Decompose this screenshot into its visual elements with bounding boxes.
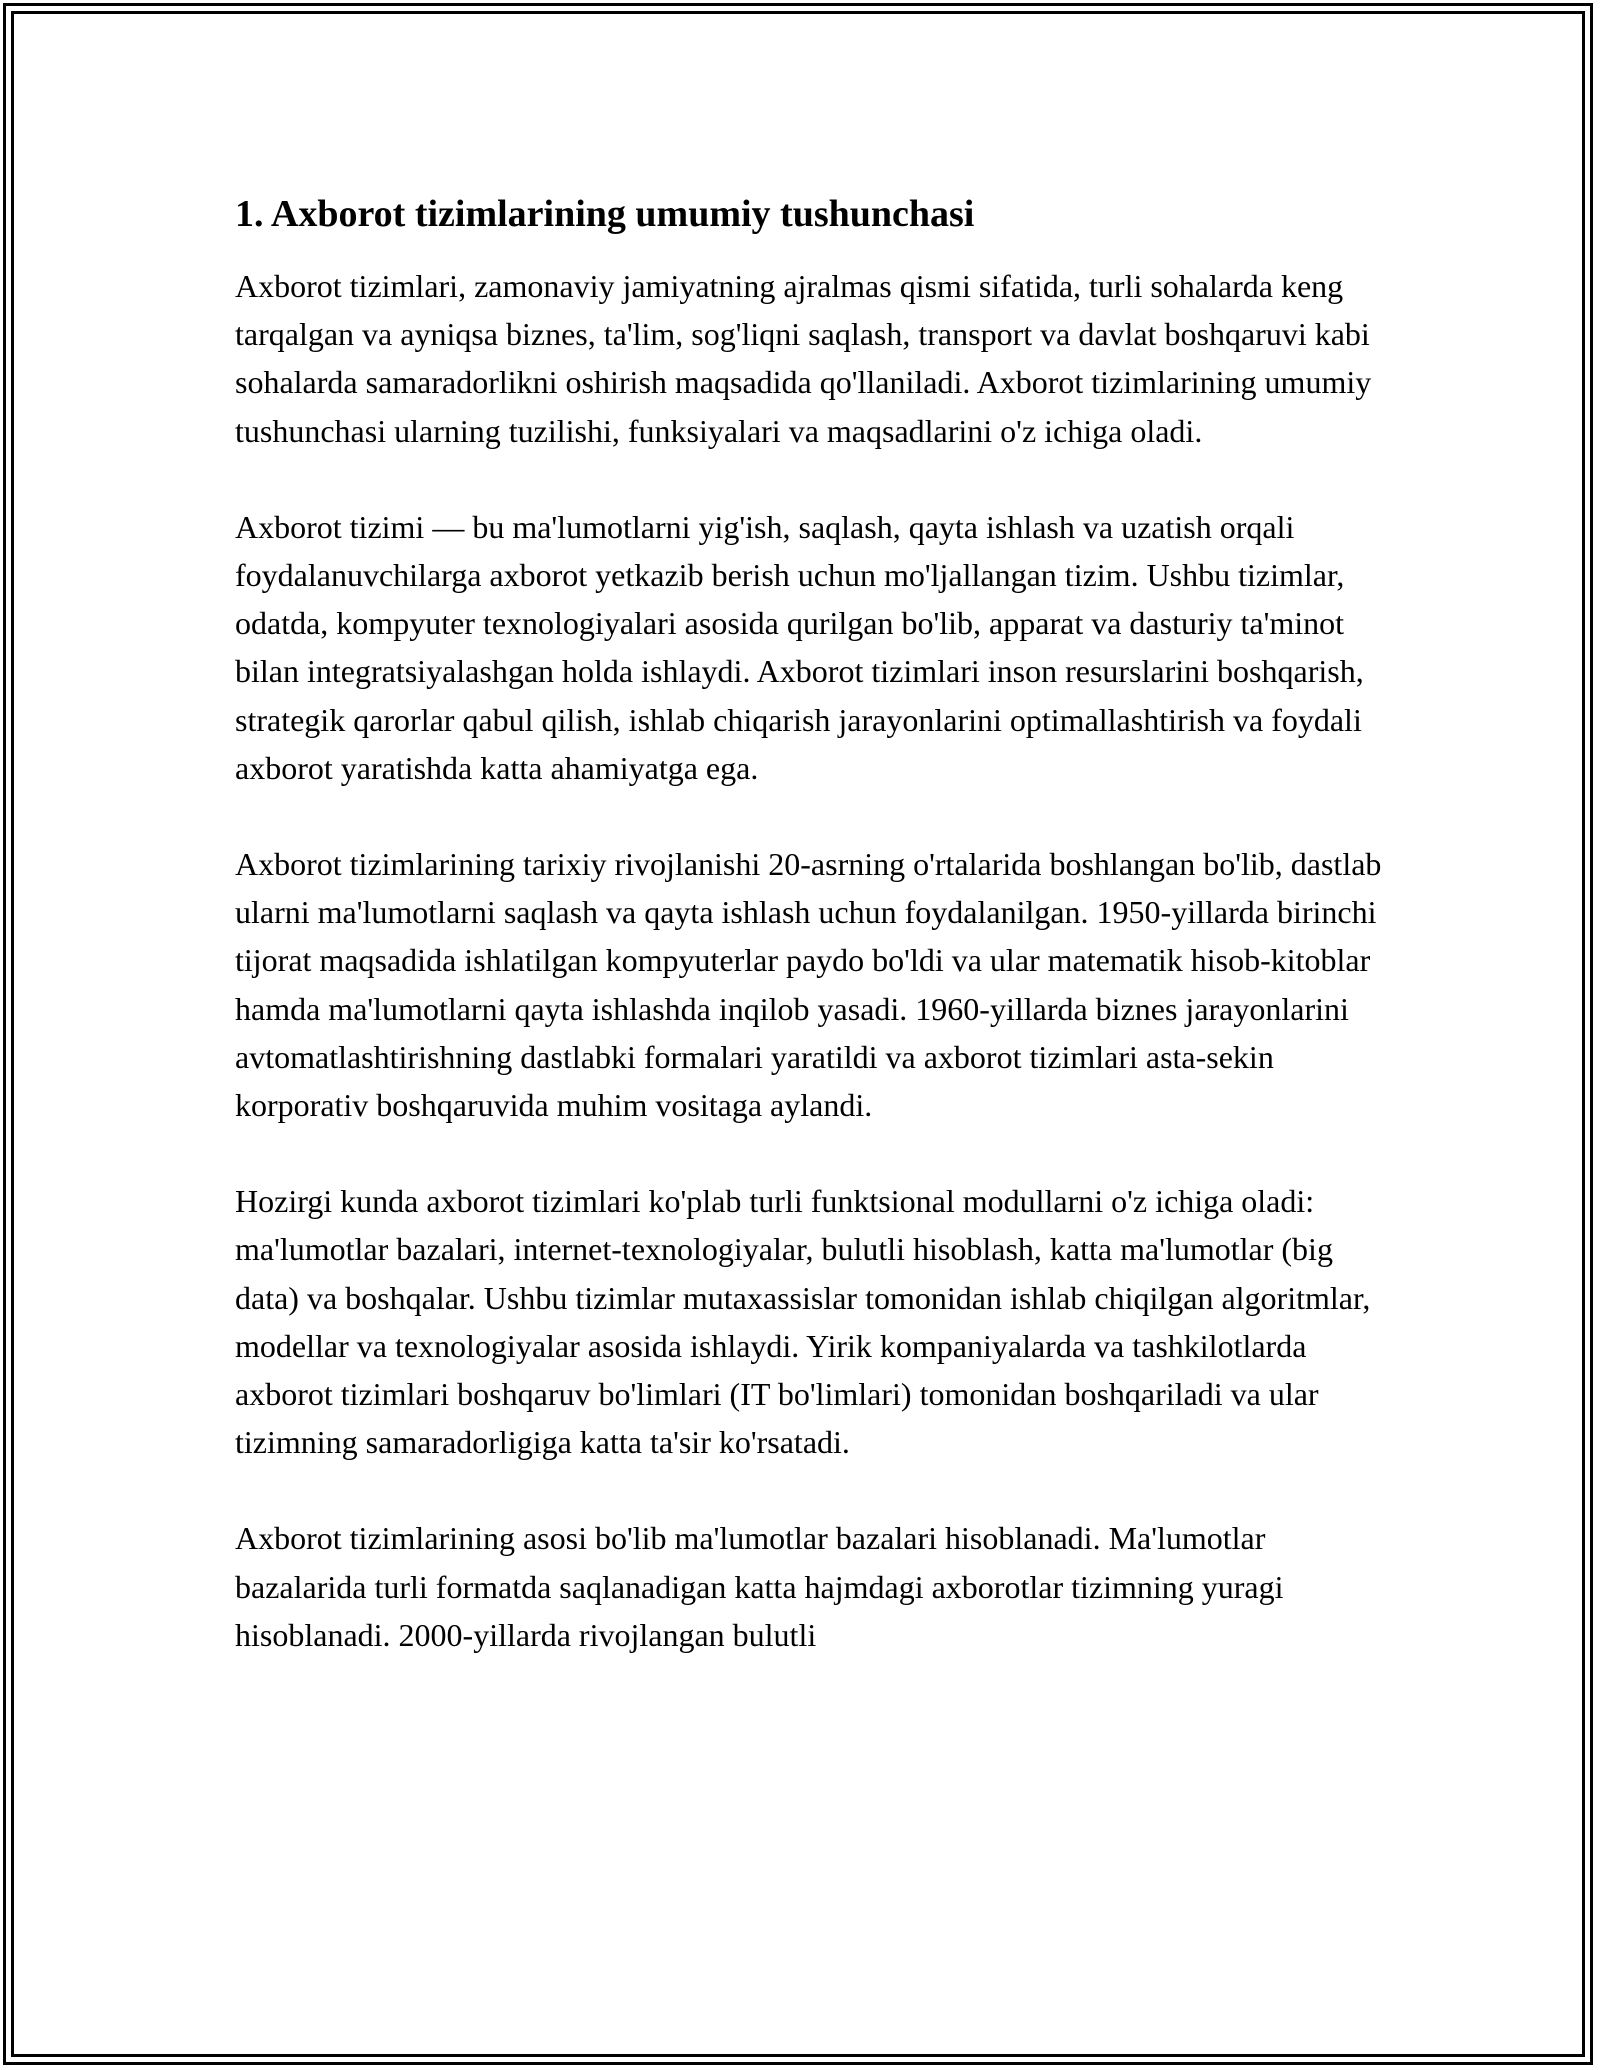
paragraph-4: Hozirgi kunda axborot tizimlari ko'plab turli funktsional modullarni o'z ichiga oladi: ma'lumotlar bazalari, internet-texnologiyalar, bulutli hisoblash, katta ma'lumotlar (big data) va boshqalar. Ushbu tizimlar mutaxassislar tomonidan ishlab chiqilgan algoritmlar, modellar va texnologiyalar asosida ishlaydi. Yirik kompaniyalarda va tashkilotlarda axborot tizimlari boshqaruv bo'limlari (IT bo'limlari) tomonidan boshqariladi va ular tizimning samaradorligiga katta ta'sir ko'rsatadi. xyxy=(235,1183,1371,1461)
section-heading: 1. Axborot tizimlarining umumiy tushunchasi xyxy=(235,193,975,235)
paragraph-1: Axborot tizimlari, zamonaviy jamiyatning ajralmas qismi sifatida, turli sohalarda keng tarqalgan va ayniqsa biznes, ta'lim, sog'liqni saqlash, transport va davlat boshqaruvi kabi sohalarda samaradorlikni oshirish maqsadida qo'llaniladi. Axborot tizimlarining umumiy tushunchasi ularning tuzilishi, funksiyalari va maqsadlarini o'z ichiga oladi. xyxy=(235,268,1372,449)
document-body xyxy=(235,188,1385,1707)
paragraph-5: Axborot tizimlarining asosi bo'lib ma'lumotlar bazalari hisoblanadi. Ma'lumotlar bazalarida turli formatda saqlanadigan katta hajmdagi axborotlar tizimning yuragi hisoblanadi. 2000-yillarda rivojlangan bulutli xyxy=(235,1520,1284,1653)
paragraph-2: Axborot tizimi — bu ma'lumotlarni yig'ish, saqlash, qayta ishlash va uzatish orqali foydalanuvchilarga axborot yetkazib berish uchun mo'ljallangan tizim. Ushbu tizimlar, odatda, kompyuter texnologiyalari asosida qurilgan bo'lib, apparat va dasturiy ta'minot bilan integratsiyalashgan holda ishlaydi. Axborot tizimlari inson resurslarini boshqarish, strategik qarorlar qabul qilish, ishlab chiqarish jarayonlarini optimallashtirish va foydali axborot yaratishda katta ahamiyatga ega. xyxy=(235,508,1364,786)
paragraph-3: Axborot tizimlarining tarixiy rivojlanishi 20-asrning o'rtalarida boshlangan bo'lib, dastlab ularni ma'lumotlarni saqlash va qayta ishlash uchun foydalanilgan. 1950-yillarda birinchi tijorat maqsadida ishlatilgan kompyuterlar paydo bo'ldi va ular matematik hisob-kitoblar hamda ma'lumotlarni qayta ishlashda inqilob yasadi. 1960-yillarda biznes jarayonlarini avtomatlashtirishning dastlabki formalari yaratildi va axborot tizimlari asta-sekin korporativ boshqaruvida muhim vositaga aylandi. xyxy=(235,846,1382,1124)
